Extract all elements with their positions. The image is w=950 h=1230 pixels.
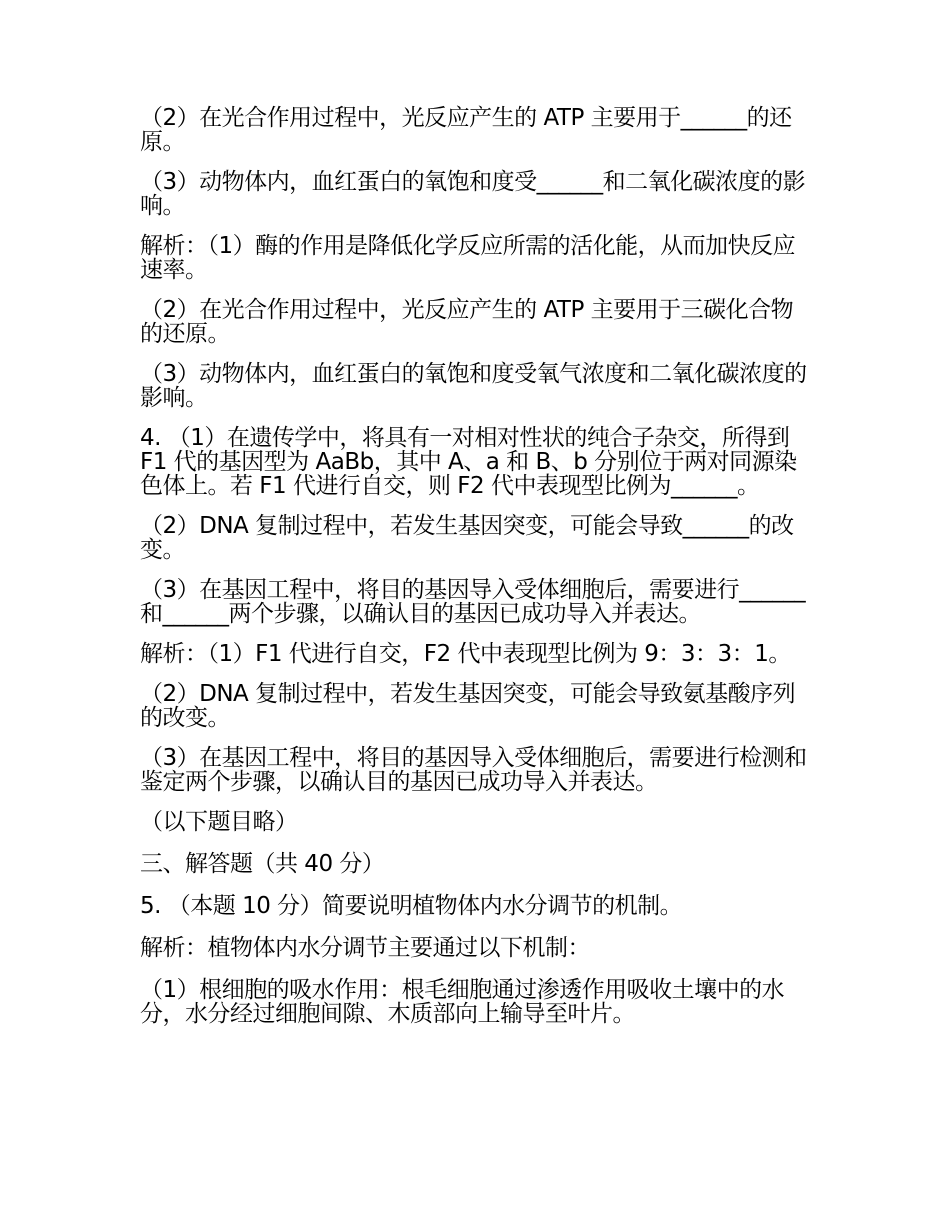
document-body — [140, 106, 810, 1042]
answer-2-1: 解析：（1）酶的作用是降低化学反应所需的活化能，从而加快反应速率。 — [140, 233, 796, 283]
question-4-2: （2）DNA 复制过程中，若发生基因突变，可能会导致______的改变。 — [140, 513, 794, 563]
question-4-3: （3）在基因工程中，将目的基因导入受体细胞后，需要进行______和______两个步骤，以确认目的基因已成功导入并表达。 — [140, 577, 806, 627]
answer-4-3: （3）在基因工程中，将目的基因导入受体细胞后，需要进行检测和鉴定两个步骤，以确认目的基因已成功导入并表达。 — [140, 745, 807, 795]
omitted-note: （以下题目略） — [140, 809, 298, 835]
question-2-3: （3）动物体内，血红蛋白的氧饱和度受______和二氧化碳浓度的影响。 — [140, 169, 806, 219]
answer-2-3: （3）动物体内，血红蛋白的氧饱和度受氧气浓度和二氧化碳浓度的影响。 — [140, 361, 807, 411]
section-heading: 三、解答题（共 40 分） — [140, 851, 385, 877]
answer-2-2: （2）在光合作用过程中，光反应产生的 ATP 主要用于三碳化合物的还原。 — [140, 297, 794, 347]
question-4-1: 4. （1）在遗传学中，将具有一对相对性状的纯合子杂交，所得到 F1 代的基因型为 AaBb，其中 A、a 和 B、b 分别位于两对同源染色体上。若 F1 代进行自交，则 F2 代中表现型比例为______。 — [140, 425, 797, 499]
answer-5-1: （1）根细胞的吸水作用：根毛细胞通过渗透作用吸收土壤中的水分，水分经过细胞间隙、木质部向上输导至叶片。 — [140, 977, 785, 1027]
question-5: 5. （本题 10 分）简要说明植物体内水分调节的机制。 — [140, 893, 683, 919]
question-2-2: （2）在光合作用过程中，光反应产生的 ATP 主要用于______的还原。 — [140, 105, 792, 155]
answer-5-intro: 解析：植物体内水分调节主要通过以下机制： — [140, 935, 590, 961]
answer-4-1: 解析：（1）F1 代进行自交，F2 代中表现型比例为 9：3：3：1。 — [140, 641, 791, 667]
answer-4-2: （2）DNA 复制过程中，若发生基因突变，可能会导致氨基酸序列的改变。 — [140, 681, 796, 731]
